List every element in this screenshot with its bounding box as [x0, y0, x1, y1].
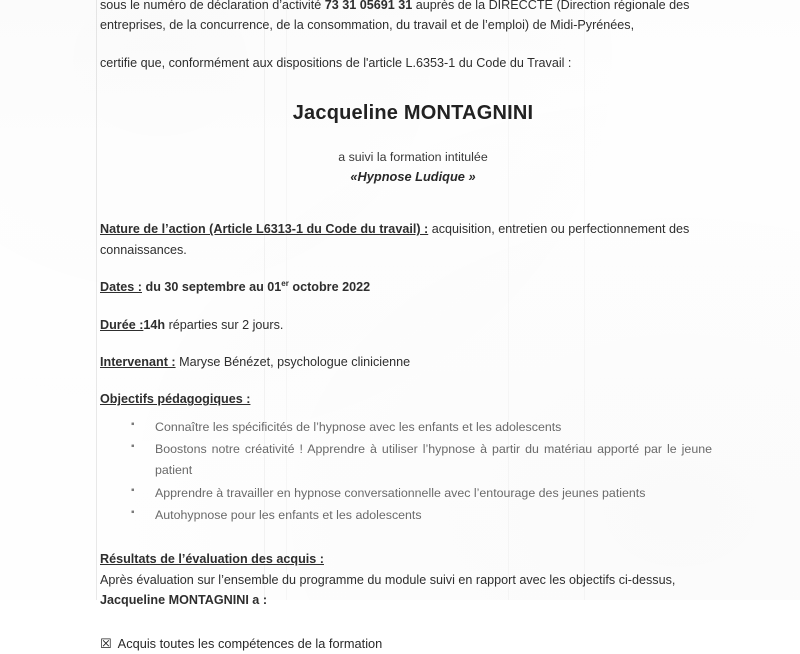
course-title: «Hypnose Ludique » [350, 168, 476, 184]
dates-value-part2: octobre 2022 [288, 280, 371, 295]
registration-number: 73 31 05691 31 [324, 0, 413, 12]
course-intro-text: a suivi la formation intitulée [338, 149, 488, 164]
objectives-label: Objectifs pédagogiques : [100, 392, 251, 407]
document-text-body [100, 0, 712, 654]
speaker-label: Intervenant : [100, 354, 176, 369]
certification-statement: certifie que, conformément aux dispositions de l'article L.6353-1 du Code du Travail : [100, 55, 572, 70]
acquired-checkbox-label: Acquis toutes les compétences de la formation [117, 635, 383, 651]
registration-paragraph [100, 0, 712, 36]
nature-paragraph [100, 219, 712, 260]
list-item: ▪ Autohypnose pour les enfants et les adolescents [131, 505, 712, 526]
dates-paragraph [100, 277, 712, 297]
duration-value: réparties sur 2 jours. [165, 317, 284, 332]
speaker-paragraph [100, 352, 712, 372]
nature-value: acquisition, entretien ou perfectionnement des connaissances. [100, 222, 690, 257]
registration-prefix-text: sous le numéro de déclaration d’activité [100, 0, 325, 12]
fold-line-1 [96, 0, 97, 600]
checked-checkbox-icon[interactable]: ☒ [100, 636, 112, 652]
list-item: ▪ Apprendre à travailler en hypnose conversationnelle avec l’entourage des jeunes patients [131, 483, 712, 504]
list-item: ▪ Boostons notre créativité ! Apprendre à utiliser l’hypnose à partir du matériau apporté par le jeune patient [131, 439, 712, 482]
dates-value-part1: du 30 septembre au 01 [142, 280, 282, 295]
duration-hours: 14h [143, 317, 166, 332]
results-text-part2: a : [248, 593, 268, 608]
list-item: ▪ Connaître les spécificités de l’hypnose avec les enfants et les adolescents [131, 417, 712, 438]
objectives-heading [100, 389, 712, 409]
dates-label: Dates : [100, 280, 142, 295]
objectives-list [100, 417, 712, 527]
duration-paragraph [100, 315, 712, 335]
registration-suffix-text: auprès de la DIRECCTE (Direction régionale des entreprises, de la concurrence, de la consommation, du travail et de l’emploi) de Midi-Pyrénées, [100, 0, 690, 33]
results-inline-name: Jacqueline MONTAGNINI [100, 593, 249, 608]
results-label: Résultats de l’évaluation des acquis : [100, 552, 324, 567]
results-heading [100, 549, 712, 569]
results-paragraph [100, 570, 712, 611]
speaker-value: Maryse Bénézet, psychologue clinicienne [175, 354, 411, 369]
recipient-name: Jacqueline MONTAGNINI [292, 102, 534, 125]
acquired-checkbox-row[interactable] [100, 634, 712, 654]
dates-ordinal-suffix: er [281, 278, 289, 288]
duration-label: Durée : [100, 317, 144, 332]
results-text-part1: Après évaluation sur l’ensemble du programme du module suivi en rapport avec les objectifs ci-dessus, [100, 572, 676, 587]
nature-label: Nature de l’action (Article L6313-1 du Code du travail) : [100, 222, 429, 237]
